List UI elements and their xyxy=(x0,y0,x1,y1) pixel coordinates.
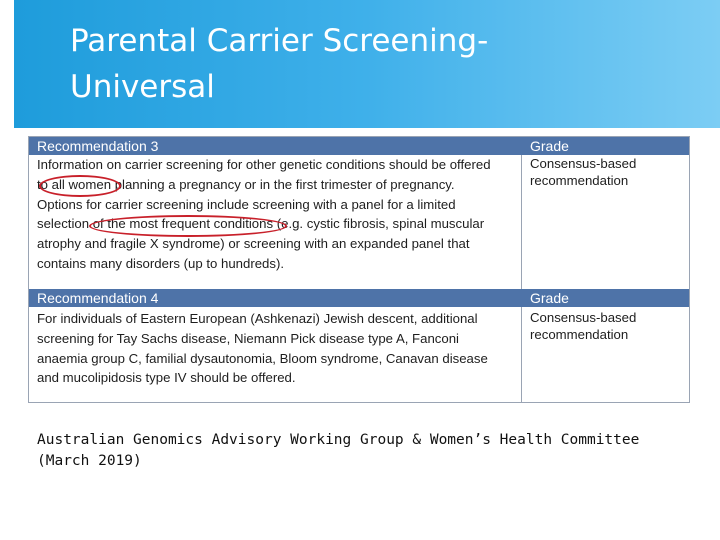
recommendation-4-header xyxy=(29,289,689,307)
slide-title-line-2: Universal xyxy=(70,69,215,105)
annotation-circle-all-women xyxy=(39,175,121,197)
recommendation-3-title: Recommendation 3 xyxy=(37,138,159,154)
recommendation-4-title: Recommendation 4 xyxy=(37,290,159,306)
recommendation-4-text xyxy=(37,309,519,388)
annotation-circle-frequent-conditions xyxy=(89,215,287,237)
rec3-line-3: Options for carrier screening include screening with a panel for a limited xyxy=(37,196,456,212)
slide-title-line-1: Parental Carrier Screening- xyxy=(70,23,489,59)
rec3-line-6: contains many disorders (up to hundreds). xyxy=(37,255,285,271)
recommendation-3-grade-header: Grade xyxy=(530,138,569,154)
recommendation-3-text xyxy=(37,155,519,274)
rec4-line-1: For individuals of Eastern European (Ashkenazi) Jewish descent, additional xyxy=(37,311,478,326)
recommendation-3-header xyxy=(29,137,689,155)
rec3-line-5: atrophy and fragile X syndrome) or screening with an expanded panel that xyxy=(37,236,470,252)
citation-line-1: Australian Genomics Advisory Working Group & Women’s Health Committee xyxy=(37,432,640,448)
recommendation-3-grade xyxy=(530,155,680,189)
rec4-line-4: and mucolipidosis type IV should be offered. xyxy=(37,370,296,386)
rec4-line-2: screening for Tay Sachs disease, Niemann Pick disease type A, Fanconi xyxy=(37,330,459,346)
recommendation-4-body xyxy=(29,309,689,402)
recommendation-3-body xyxy=(29,155,689,289)
rec4-grade-line-1: Consensus-based xyxy=(530,310,637,325)
rec4-line-3: anaemia group C, familial dysautonomia, Bloom syndrome, Canavan disease xyxy=(37,350,488,366)
rec3-grade-line-1: Consensus-based xyxy=(530,156,637,171)
recommendations-table xyxy=(28,136,690,403)
rec3-grade-line-2: recommendation xyxy=(530,173,629,188)
rec3-line-1: Information on carrier screening for other genetic conditions should be offered xyxy=(37,157,491,172)
slide-title xyxy=(70,18,710,110)
recommendation-4-grade xyxy=(530,309,680,343)
rec4-grade-line-2: recommendation xyxy=(530,327,629,342)
citation-line-2: (March 2019) xyxy=(37,453,142,469)
column-divider xyxy=(521,307,522,402)
rec3-line-2: to all women planning a pregnancy or in the first trimester of pregnancy. xyxy=(37,176,455,192)
rec3-line-4: selection of the most frequent conditions (e.g. cystic fibrosis, spinal muscular xyxy=(37,216,485,232)
source-citation xyxy=(37,430,697,472)
recommendation-4-grade-header: Grade xyxy=(530,290,569,306)
column-divider xyxy=(521,155,522,289)
